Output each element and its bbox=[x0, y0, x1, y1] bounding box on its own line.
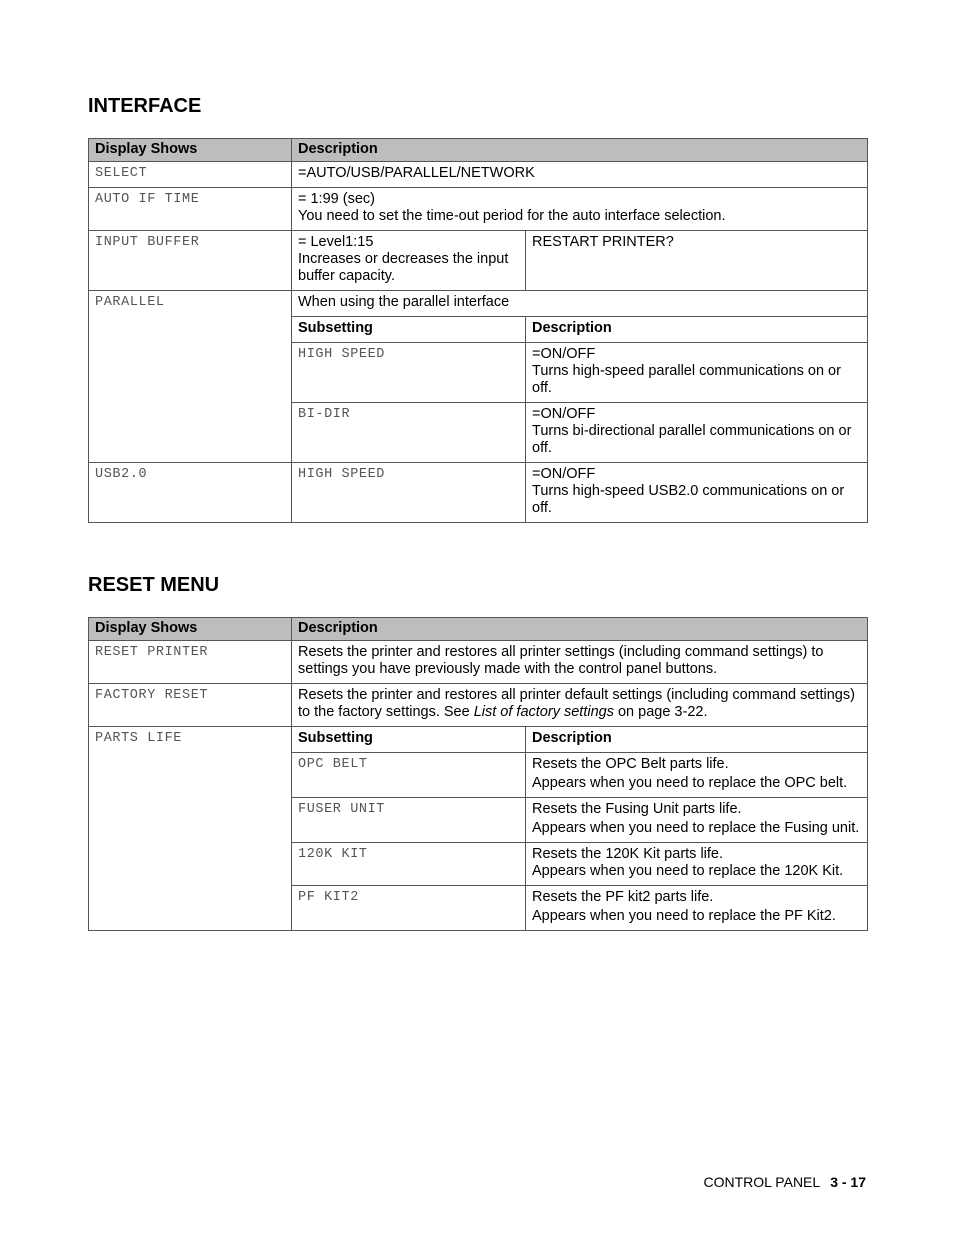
desc-high-speed bbox=[526, 343, 868, 403]
sub-header-description: Description bbox=[526, 317, 868, 343]
desc-line: =ON/OFF bbox=[532, 466, 596, 482]
desc-line: Appears when you need to replace the 120K Kit. bbox=[532, 863, 844, 879]
display-pf-kit2: PF KIT2 bbox=[292, 886, 526, 931]
table-row bbox=[89, 291, 868, 317]
reset-menu-table bbox=[88, 617, 868, 931]
footer-section: CONTROL PANEL bbox=[703, 1174, 821, 1190]
desc-text: on page 3-22. bbox=[613, 704, 708, 720]
desc-select: =AUTO/USB/PARALLEL/NETWORK bbox=[292, 162, 868, 188]
desc-line: Turns high-speed USB2.0 communications on or off. bbox=[532, 483, 845, 516]
display-high-speed: HIGH SPEED bbox=[292, 343, 526, 403]
display-parts-life: PARTS LIFE bbox=[89, 727, 292, 931]
desc-line: You need to set the time-out period for the auto interface selection. bbox=[298, 208, 726, 224]
page-number: 3 - 17 bbox=[830, 1174, 866, 1190]
display-opc-belt: OPC BELT bbox=[292, 753, 526, 798]
desc-pf-kit2 bbox=[526, 886, 868, 931]
desc-line: = 1:99 (sec) bbox=[298, 191, 375, 207]
reset-menu-heading: RESET MENU bbox=[88, 574, 220, 596]
desc-line: Resets the 120K Kit parts life. bbox=[532, 846, 724, 862]
desc-line: Appears when you need to replace the PF Kit2. bbox=[532, 908, 836, 924]
desc-fuser-unit bbox=[526, 798, 868, 843]
display-reset-printer: RESET PRINTER bbox=[89, 641, 292, 684]
interface-table bbox=[88, 138, 868, 523]
table-row bbox=[89, 162, 868, 188]
desc-usb-high-speed bbox=[526, 463, 868, 523]
desc-line: Turns bi-directional parallel communications on or off. bbox=[532, 423, 852, 456]
header-description: Description bbox=[292, 139, 868, 162]
factory-settings-reference: List of factory settings bbox=[473, 704, 614, 720]
table-row bbox=[89, 684, 868, 727]
desc-line: =ON/OFF bbox=[532, 346, 596, 362]
table-header-row bbox=[89, 618, 868, 641]
desc-line: Resets the Fusing Unit parts life. bbox=[532, 801, 742, 817]
display-auto-if-time: AUTO IF TIME bbox=[89, 188, 292, 231]
table-row bbox=[89, 231, 868, 291]
desc-120k-kit bbox=[526, 843, 868, 886]
desc-factory-reset bbox=[292, 684, 868, 727]
table-row bbox=[89, 463, 868, 523]
page-footer bbox=[703, 1174, 866, 1190]
interface-heading: INTERFACE bbox=[88, 95, 202, 117]
note-restart-printer: RESTART PRINTER? bbox=[526, 231, 868, 291]
display-usb: USB2.0 bbox=[89, 463, 292, 523]
desc-line: Appears when you need to replace the OPC belt. bbox=[532, 775, 848, 791]
table-row bbox=[89, 641, 868, 684]
display-factory-reset: FACTORY RESET bbox=[89, 684, 292, 727]
display-select: SELECT bbox=[89, 162, 292, 188]
desc-opc-belt bbox=[526, 753, 868, 798]
desc-line: Increases or decreases the input buffer capacity. bbox=[298, 251, 509, 284]
desc-input-buffer bbox=[292, 231, 526, 291]
display-fuser-unit: FUSER UNIT bbox=[292, 798, 526, 843]
desc-reset-printer: Resets the printer and restores all printer settings (including command settings) to settings you have previously made with the control panel buttons. bbox=[292, 641, 868, 684]
header-description: Description bbox=[292, 618, 868, 641]
desc-line: Resets the PF kit2 parts life. bbox=[532, 889, 714, 905]
sub-header-row bbox=[89, 727, 868, 753]
desc-line: = Level1:15 bbox=[298, 234, 374, 250]
sub-header-description: Description bbox=[526, 727, 868, 753]
header-display-shows: Display Shows bbox=[89, 618, 292, 641]
desc-bi-dir bbox=[526, 403, 868, 463]
sub-header-subsetting: Subsetting bbox=[292, 727, 526, 753]
table-row bbox=[89, 188, 868, 231]
display-bi-dir: BI-DIR bbox=[292, 403, 526, 463]
sub-header-subsetting: Subsetting bbox=[292, 317, 526, 343]
desc-line: Turns high-speed parallel communications on or off. bbox=[532, 363, 841, 396]
desc-auto-if-time bbox=[292, 188, 868, 231]
desc-line: Resets the OPC Belt parts life. bbox=[532, 756, 729, 772]
desc-line: =ON/OFF bbox=[532, 406, 596, 422]
display-usb-high-speed: HIGH SPEED bbox=[292, 463, 526, 523]
desc-parallel: When using the parallel interface bbox=[292, 291, 868, 317]
display-120k-kit: 120K KIT bbox=[292, 843, 526, 886]
table-header-row bbox=[89, 139, 868, 162]
display-parallel: PARALLEL bbox=[89, 291, 292, 463]
header-display-shows: Display Shows bbox=[89, 139, 292, 162]
desc-text: Resets the printer and restores all printer default settings (including command settings) to the factory settings. See bbox=[298, 687, 855, 720]
desc-line: Appears when you need to replace the Fusing unit. bbox=[532, 820, 860, 836]
display-input-buffer: INPUT BUFFER bbox=[89, 231, 292, 291]
